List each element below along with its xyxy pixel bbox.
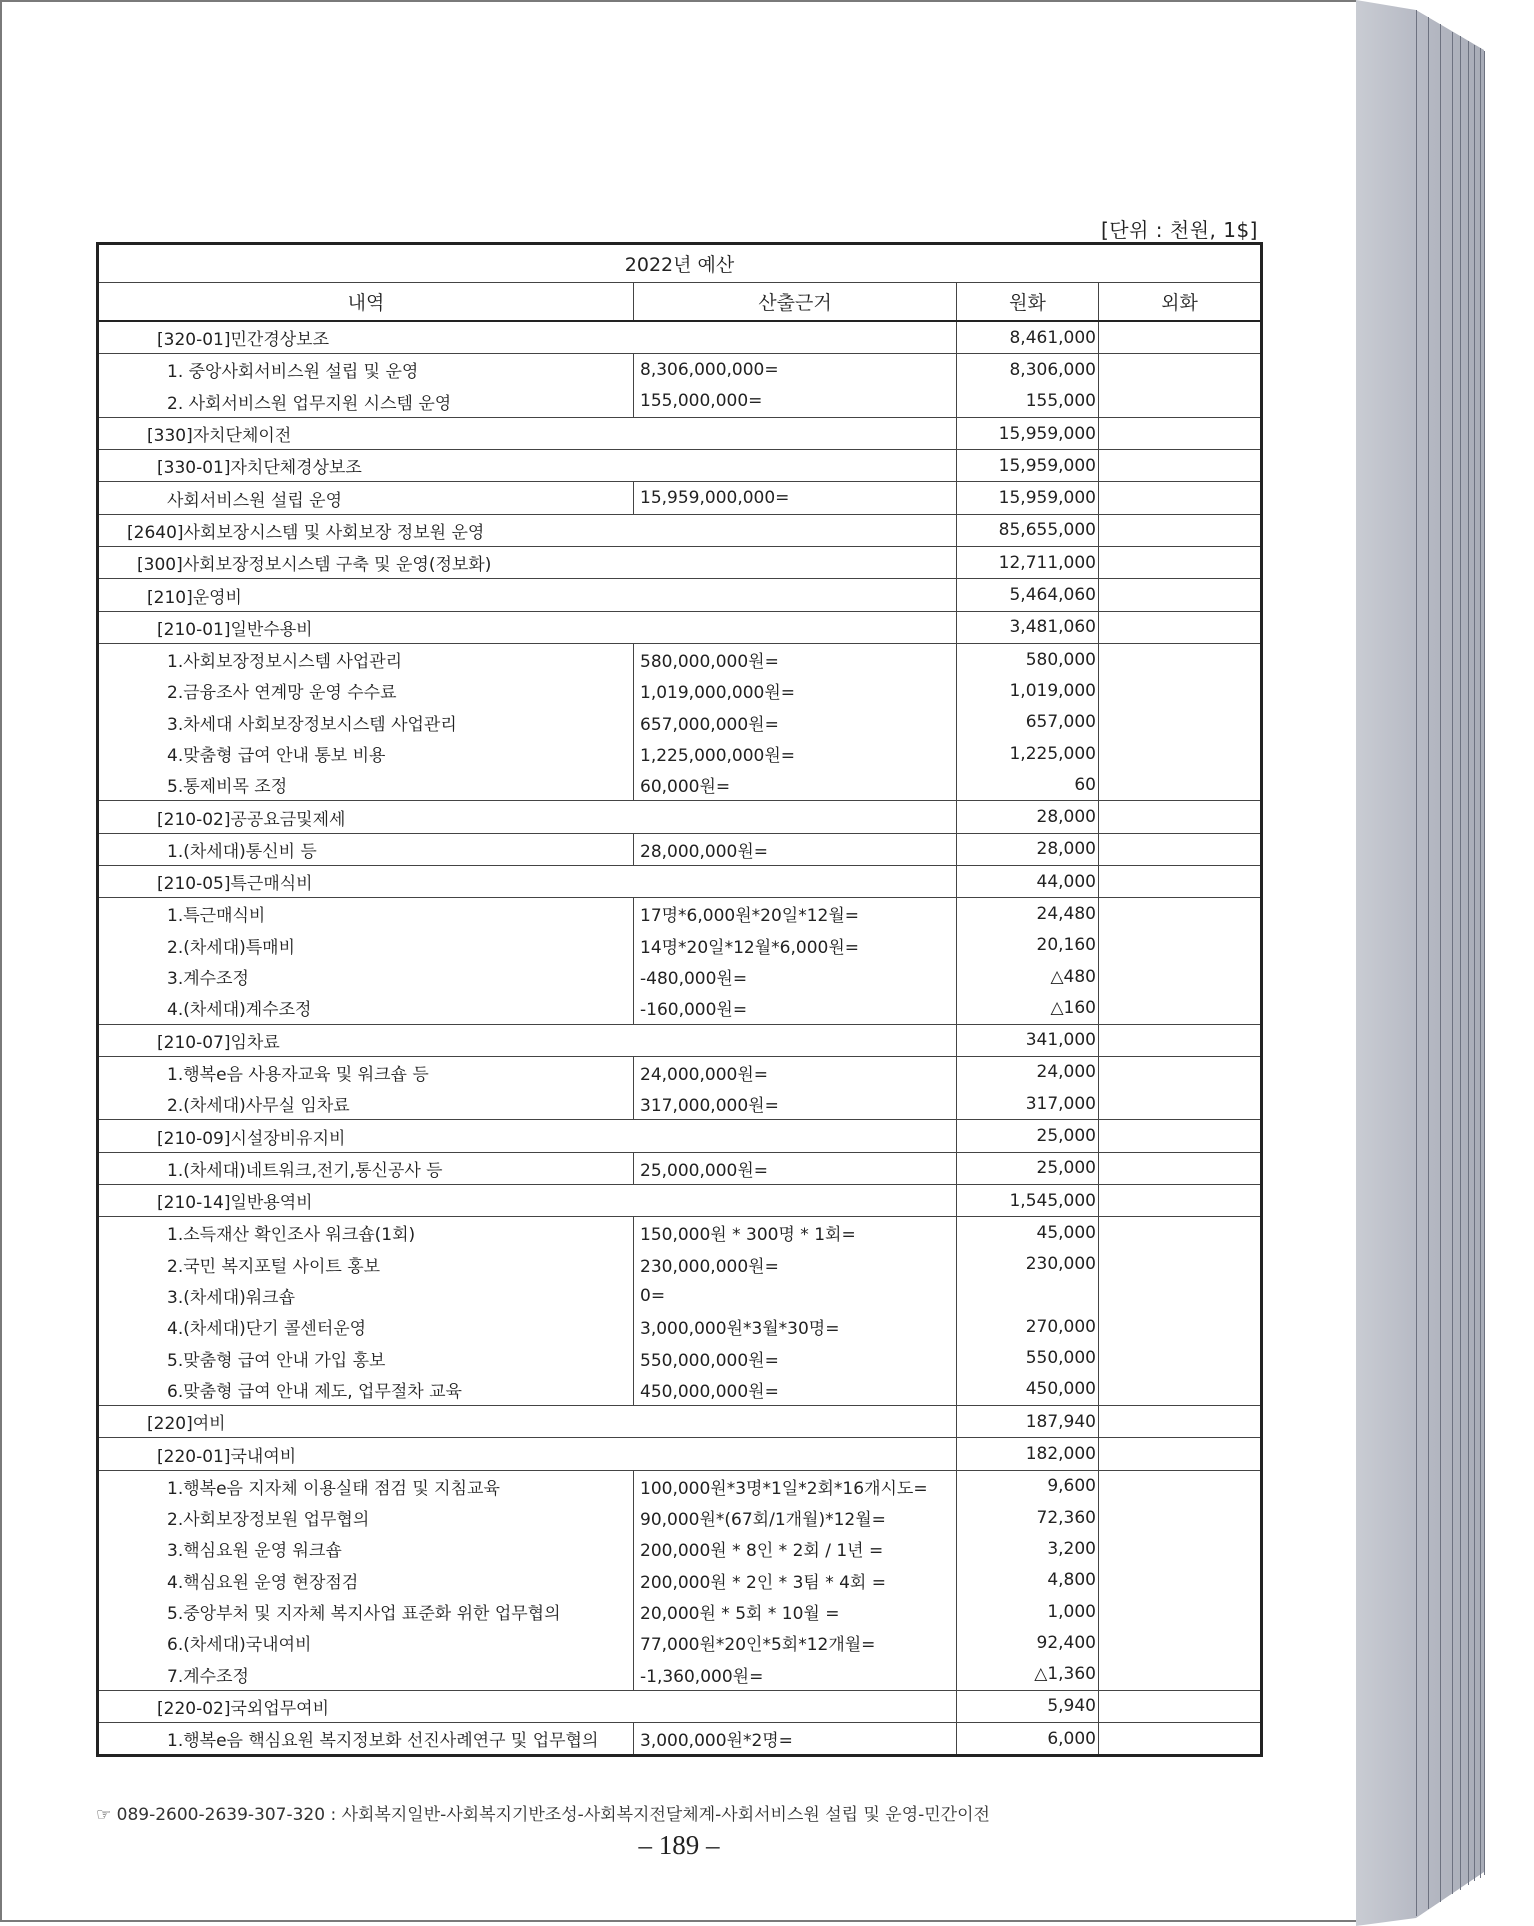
row-foreign-amount (1099, 1470, 1262, 1502)
row-description: 2. 사회서비스원 업무지원 시스템 운영 (98, 386, 634, 418)
row-krw-amount: 60 (957, 769, 1099, 801)
header-foreign: 외화 (1099, 283, 1262, 322)
header-basis: 산출근거 (634, 283, 957, 322)
row-basis: 3,000,000원*2명= (634, 1723, 957, 1756)
row-krw-amount: 1,545,000 (957, 1185, 1099, 1217)
table-row (98, 1152, 1262, 1184)
row-foreign-amount (1099, 1280, 1262, 1311)
row-description: 3.차세대 사회보장정보시스템 사업관리 (98, 707, 634, 738)
row-basis: 450,000,000원= (634, 1374, 957, 1406)
table-title: 2022년 예산 (98, 244, 1262, 283)
row-basis: 200,000원 * 8인 * 2회 / 1년 = (634, 1533, 957, 1564)
row-foreign-amount (1099, 769, 1262, 801)
row-description: 1.행복e음 핵심요원 복지정보화 선진사례연구 및 업무협의 (98, 1723, 634, 1756)
table-row (98, 992, 1262, 1024)
row-krw-amount: 72,360 (957, 1502, 1099, 1533)
row-krw-amount: 341,000 (957, 1024, 1099, 1056)
row-basis: 1,225,000,000원= (634, 738, 957, 769)
row-foreign-amount (1099, 1565, 1262, 1596)
table-row (98, 1502, 1262, 1533)
row-foreign-amount (1099, 1533, 1262, 1564)
row-basis: 8,306,000,000= (634, 354, 957, 386)
row-foreign-amount (1099, 675, 1262, 706)
row-foreign-amount (1099, 1406, 1262, 1438)
row-description: 1.(차세대)통신비 등 (98, 833, 634, 865)
row-krw-amount: 5,464,060 (957, 579, 1099, 611)
row-basis: 317,000,000원= (634, 1088, 957, 1120)
row-krw-amount: 12,711,000 (957, 547, 1099, 579)
row-description: 1.행복e음 사용자교육 및 워크숍 등 (98, 1056, 634, 1088)
row-krw-amount: 15,959,000 (957, 482, 1099, 514)
row-foreign-amount (1099, 801, 1262, 833)
row-basis: 25,000,000원= (634, 1152, 957, 1184)
row-krw-amount: 317,000 (957, 1088, 1099, 1120)
row-foreign-amount (1099, 450, 1262, 482)
row-description: [210-02]공공요금및제세 (98, 801, 957, 833)
table-row (98, 1596, 1262, 1627)
row-foreign-amount (1099, 1658, 1262, 1690)
table-row (98, 1438, 1262, 1470)
row-basis: 230,000,000원= (634, 1249, 957, 1280)
row-foreign-amount (1099, 1024, 1262, 1056)
row-basis: 90,000원*(67회/1개월)*12월= (634, 1502, 957, 1533)
table-row (98, 769, 1262, 801)
row-basis: -160,000원= (634, 992, 957, 1024)
row-krw-amount: △480 (957, 961, 1099, 992)
row-basis: -480,000원= (634, 961, 957, 992)
table-row (98, 1185, 1262, 1217)
table-row (98, 417, 1262, 449)
page-number: – 189 – (638, 1830, 720, 1860)
row-description: 2.금융조사 연계망 운영 수수료 (98, 675, 634, 706)
row-description: 7.계수조정 (98, 1658, 634, 1690)
table-row (98, 386, 1262, 418)
page-edge-line (1484, 51, 1485, 1875)
row-description: 사회서비스원 설립 운영 (98, 482, 634, 514)
row-description: [210-01]일반수용비 (98, 611, 957, 643)
row-basis: 155,000,000= (634, 386, 957, 418)
row-description: 5.맞춤형 급여 안내 가입 홍보 (98, 1343, 634, 1374)
row-krw-amount: 3,200 (957, 1533, 1099, 1564)
row-description: [330]자치단체이전 (98, 417, 957, 449)
row-basis: 14명*20일*12월*6,000원= (634, 930, 957, 961)
row-description: 2.(차세대)특매비 (98, 930, 634, 961)
table-row (98, 354, 1262, 386)
row-basis: -1,360,000원= (634, 1658, 957, 1690)
row-krw-amount: △160 (957, 992, 1099, 1024)
table-row (98, 1343, 1262, 1374)
row-krw-amount: 20,160 (957, 930, 1099, 961)
row-description: 1.행복e음 지자체 이용실태 점검 및 지침교육 (98, 1470, 634, 1502)
row-krw-amount: 9,600 (957, 1470, 1099, 1502)
table-row (98, 579, 1262, 611)
page-edge-line (1480, 48, 1481, 1877)
row-foreign-amount (1099, 1120, 1262, 1152)
footnote: ☞ 089-2600-2639-307-320 : 사회복지일반-사회복지기반조성-사회복지전달체계-사회서비스원 설립 및 운영-민간이전 (96, 1805, 990, 1825)
row-foreign-amount (1099, 833, 1262, 865)
row-foreign-amount (1099, 1311, 1262, 1342)
row-description: [2640]사회보장시스템 및 사회보장 정보원 운영 (98, 514, 957, 546)
row-krw-amount: 85,655,000 (957, 514, 1099, 546)
row-basis: 200,000원 * 2인 * 3팀 * 4회 = (634, 1565, 957, 1596)
table-row (98, 1056, 1262, 1088)
table-row (98, 1565, 1262, 1596)
row-foreign-amount (1099, 611, 1262, 643)
row-description: [320-01]민간경상보조 (98, 321, 957, 354)
row-description: 1.특근매식비 (98, 898, 634, 930)
table-row (98, 1406, 1262, 1438)
row-foreign-amount (1099, 1185, 1262, 1217)
table-row (98, 450, 1262, 482)
row-krw-amount: 15,959,000 (957, 417, 1099, 449)
row-foreign-amount (1099, 930, 1262, 961)
table-row (98, 1024, 1262, 1056)
row-basis: 20,000원 * 5회 * 10월 = (634, 1596, 957, 1627)
page-edge-line (1416, 10, 1417, 1916)
row-krw-amount: 8,306,000 (957, 354, 1099, 386)
row-krw-amount: 15,959,000 (957, 450, 1099, 482)
table-row (98, 321, 1262, 354)
row-description: 4.맞춤형 급여 안내 통보 비용 (98, 738, 634, 769)
table-row (98, 1311, 1262, 1342)
row-basis: 15,959,000,000= (634, 482, 957, 514)
row-description: [210-07]임차료 (98, 1024, 957, 1056)
row-description: [220]여비 (98, 1406, 957, 1438)
row-krw-amount: 25,000 (957, 1120, 1099, 1152)
table-body (98, 321, 1262, 1756)
row-basis: 3,000,000원*3월*30명= (634, 1311, 957, 1342)
table-row (98, 675, 1262, 706)
row-description: [330-01]자치단체경상보조 (98, 450, 957, 482)
row-description: 1.(차세대)네트워크,전기,통신공사 등 (98, 1152, 634, 1184)
page-stack-edges (1356, 0, 1534, 1926)
table-row (98, 1249, 1262, 1280)
table-row (98, 866, 1262, 898)
row-description: 3.핵심요원 운영 워크숍 (98, 1533, 634, 1564)
row-description: [300]사회보장정보시스템 구축 및 운영(정보화) (98, 547, 957, 579)
row-krw-amount: 5,940 (957, 1690, 1099, 1722)
row-krw-amount: 450,000 (957, 1374, 1099, 1406)
row-foreign-amount (1099, 961, 1262, 992)
row-description: 1.사회보장정보시스템 사업관리 (98, 643, 634, 675)
row-krw-amount: 28,000 (957, 801, 1099, 833)
row-description: 4.핵심요원 운영 현장점검 (98, 1565, 634, 1596)
row-foreign-amount (1099, 1723, 1262, 1756)
row-description: 3.(차세대)워크숍 (98, 1280, 634, 1311)
row-foreign-amount (1099, 321, 1262, 354)
table-header-row (98, 283, 1262, 322)
row-foreign-amount (1099, 417, 1262, 449)
table-row (98, 1217, 1262, 1249)
row-description: 1.소득재산 확인조사 워크숍(1회) (98, 1217, 634, 1249)
row-basis: 17명*6,000원*20일*12월= (634, 898, 957, 930)
table-row (98, 833, 1262, 865)
row-krw-amount: 24,480 (957, 898, 1099, 930)
table-row (98, 514, 1262, 546)
row-foreign-amount (1099, 707, 1262, 738)
page-edge-line (1460, 36, 1461, 1889)
row-krw-amount: 550,000 (957, 1343, 1099, 1374)
table-row (98, 898, 1262, 930)
row-krw-amount: 270,000 (957, 1311, 1099, 1342)
row-krw-amount: 28,000 (957, 833, 1099, 865)
table-row (98, 1690, 1262, 1722)
row-foreign-amount (1099, 866, 1262, 898)
page-edge-line (1452, 32, 1453, 1895)
row-foreign-amount (1099, 1056, 1262, 1088)
row-basis: 60,000원= (634, 769, 957, 801)
row-description: [210-05]특근매식비 (98, 866, 957, 898)
row-description: [210-09]시설장비유지비 (98, 1120, 957, 1152)
row-description: [210]운영비 (98, 579, 957, 611)
row-krw-amount: 6,000 (957, 1723, 1099, 1756)
row-krw-amount: 4,800 (957, 1565, 1099, 1596)
row-krw-amount: 657,000 (957, 707, 1099, 738)
row-foreign-amount (1099, 1627, 1262, 1658)
row-description: [210-14]일반용역비 (98, 1185, 957, 1217)
row-basis: 77,000원*20인*5회*12개월= (634, 1627, 957, 1658)
table-row (98, 1280, 1262, 1311)
table-row (98, 1658, 1262, 1690)
row-description: [220-02]국외업무여비 (98, 1690, 957, 1722)
table-row (98, 1120, 1262, 1152)
table-row (98, 738, 1262, 769)
row-description: 4.(차세대)계수조정 (98, 992, 634, 1024)
row-foreign-amount (1099, 386, 1262, 418)
row-foreign-amount (1099, 1374, 1262, 1406)
budget-table (96, 242, 1263, 1757)
page-edge-line (1474, 45, 1475, 1881)
table-row (98, 1627, 1262, 1658)
table-row (98, 961, 1262, 992)
unit-note: [단위 : 천원, 1$] (1100, 218, 1258, 242)
header-desc: 내역 (98, 283, 634, 322)
row-krw-amount: 182,000 (957, 1438, 1099, 1470)
row-foreign-amount (1099, 898, 1262, 930)
row-basis: 28,000,000원= (634, 833, 957, 865)
row-krw-amount: 8,461,000 (957, 321, 1099, 354)
table-row (98, 1374, 1262, 1406)
row-krw-amount: 24,000 (957, 1056, 1099, 1088)
row-description: 4.(차세대)단기 콜센터운영 (98, 1311, 634, 1342)
row-basis: 24,000,000원= (634, 1056, 957, 1088)
row-description: 6.맞춤형 급여 안내 제도, 업무절차 교육 (98, 1374, 634, 1406)
row-krw-amount: 1,000 (957, 1596, 1099, 1627)
row-basis: 657,000,000원= (634, 707, 957, 738)
row-krw-amount: 45,000 (957, 1217, 1099, 1249)
row-basis: 100,000원*3명*1일*2회*16개시도= (634, 1470, 957, 1502)
row-krw-amount (957, 1280, 1099, 1311)
header-krw: 원화 (957, 283, 1099, 322)
row-description: 2.(차세대)사무실 임차료 (98, 1088, 634, 1120)
table-row (98, 930, 1262, 961)
row-foreign-amount (1099, 547, 1262, 579)
table-row (98, 547, 1262, 579)
row-description: 5.통제비목 조정 (98, 769, 634, 801)
row-basis: 550,000,000원= (634, 1343, 957, 1374)
row-krw-amount: 230,000 (957, 1249, 1099, 1280)
row-krw-amount: 187,940 (957, 1406, 1099, 1438)
table-row (98, 1533, 1262, 1564)
row-foreign-amount (1099, 992, 1262, 1024)
row-foreign-amount (1099, 514, 1262, 546)
row-basis: 0= (634, 1280, 957, 1311)
row-foreign-amount (1099, 643, 1262, 675)
row-description: 1. 중앙사회서비스원 설립 및 운영 (98, 354, 634, 386)
row-foreign-amount (1099, 1343, 1262, 1374)
table-row (98, 1088, 1262, 1120)
row-krw-amount: 25,000 (957, 1152, 1099, 1184)
table-row (98, 611, 1262, 643)
table-row (98, 643, 1262, 675)
row-description: 3.계수조정 (98, 961, 634, 992)
row-krw-amount: 44,000 (957, 866, 1099, 898)
row-foreign-amount (1099, 1502, 1262, 1533)
row-basis: 580,000,000원= (634, 643, 957, 675)
table-row (98, 1470, 1262, 1502)
row-foreign-amount (1099, 1088, 1262, 1120)
table-row (98, 801, 1262, 833)
row-foreign-amount (1099, 579, 1262, 611)
row-krw-amount: 3,481,060 (957, 611, 1099, 643)
row-krw-amount: 580,000 (957, 643, 1099, 675)
row-foreign-amount (1099, 1438, 1262, 1470)
page-edge-line (1428, 17, 1429, 1909)
row-description: [220-01]국내여비 (98, 1438, 957, 1470)
row-foreign-amount (1099, 1690, 1262, 1722)
row-krw-amount: △1,360 (957, 1658, 1099, 1690)
page-edge-line (1468, 41, 1469, 1885)
table-row (98, 707, 1262, 738)
row-krw-amount: 155,000 (957, 386, 1099, 418)
table-title-row (98, 244, 1262, 283)
row-description: 2.사회보장정보원 업무협의 (98, 1502, 634, 1533)
row-krw-amount: 1,019,000 (957, 675, 1099, 706)
table-row (98, 1723, 1262, 1756)
row-foreign-amount (1099, 1596, 1262, 1627)
row-krw-amount: 1,225,000 (957, 738, 1099, 769)
row-foreign-amount (1099, 1152, 1262, 1184)
row-foreign-amount (1099, 1217, 1262, 1249)
table-row (98, 482, 1262, 514)
row-foreign-amount (1099, 1249, 1262, 1280)
row-krw-amount: 92,400 (957, 1627, 1099, 1658)
row-basis: 1,019,000,000원= (634, 675, 957, 706)
row-description: 5.중앙부처 및 지자체 복지사업 표준화 위한 업무협의 (98, 1596, 634, 1627)
row-description: 2.국민 복지포털 사이트 홍보 (98, 1249, 634, 1280)
row-description: 6.(차세대)국내여비 (98, 1627, 634, 1658)
row-basis: 150,000원 * 300명 * 1회= (634, 1217, 957, 1249)
row-foreign-amount (1099, 738, 1262, 769)
row-foreign-amount (1099, 354, 1262, 386)
row-foreign-amount (1099, 482, 1262, 514)
page-edge-line (1440, 24, 1441, 1901)
